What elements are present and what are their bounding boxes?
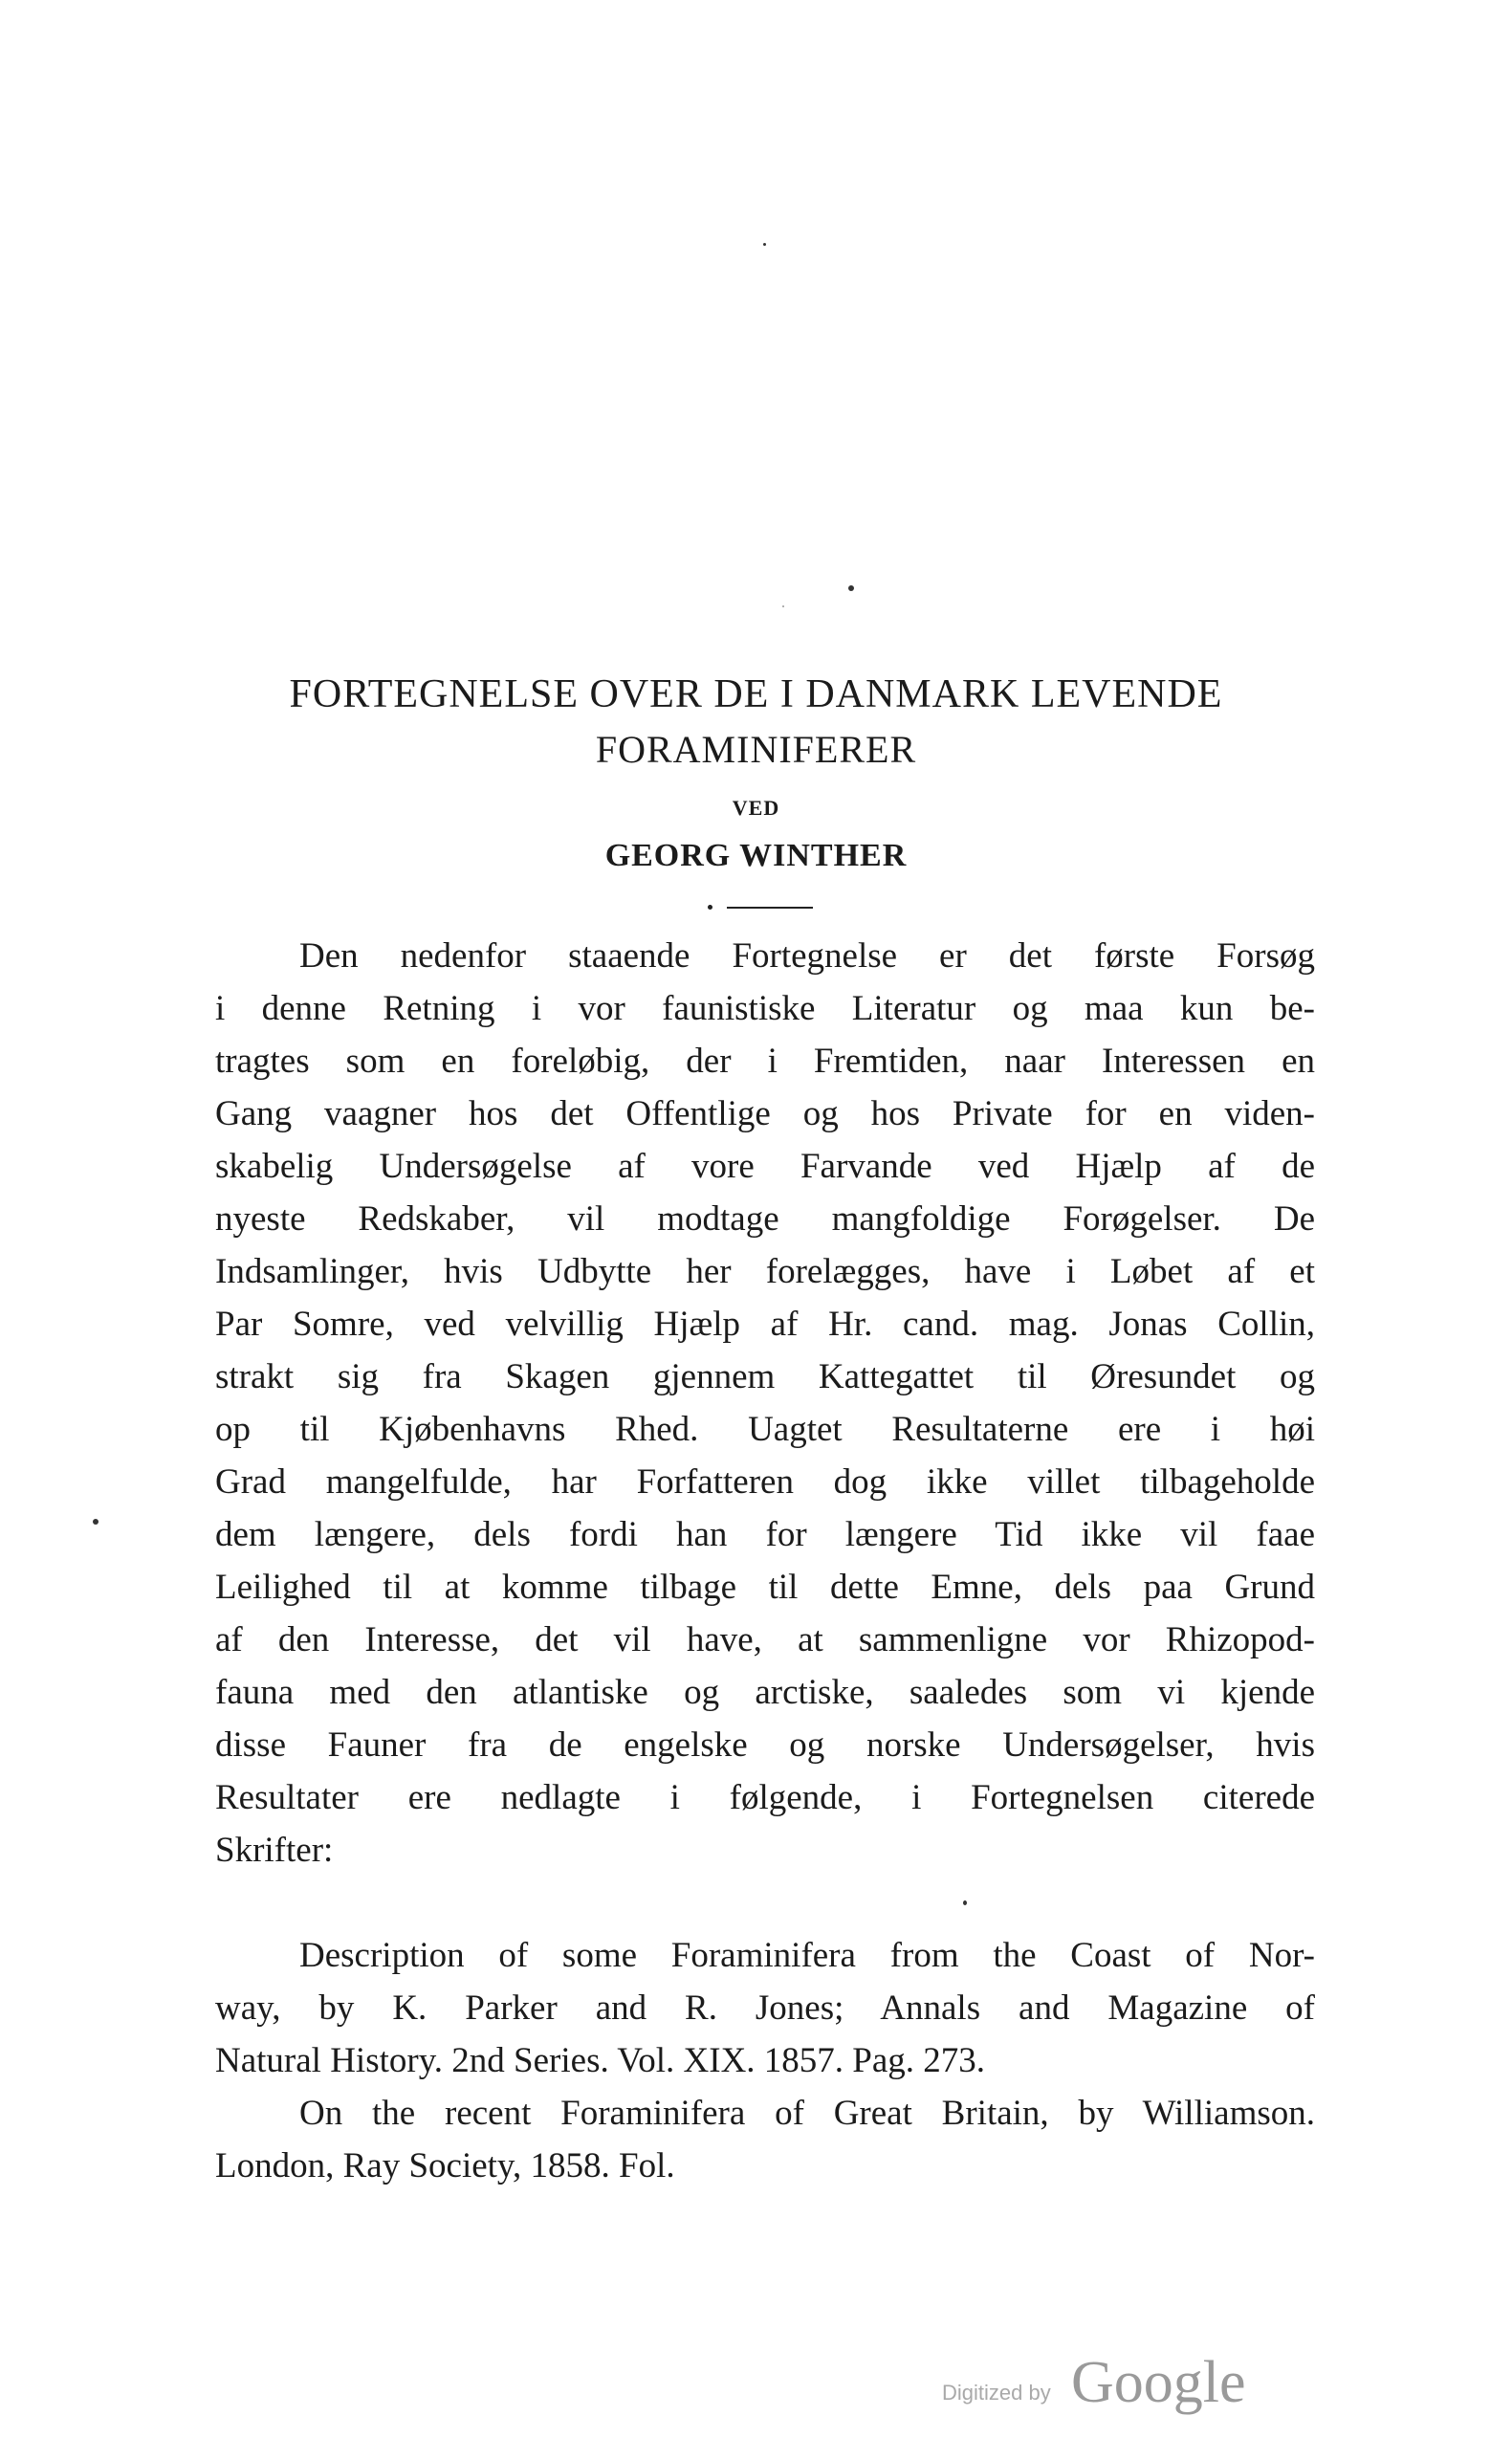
- paragraph-line: Indsamlinger, hvis Udbytte her forelægges, have i Løbet af et: [215, 1252, 1315, 1291]
- reference-line: London, Ray Society, 1858. Fol.: [215, 2146, 675, 2185]
- paragraph-line: Par Somre, ved velvillig Hjælp af Hr. cand. mag. Jonas Collin,: [215, 1305, 1315, 1344]
- rule-dot: [708, 905, 712, 910]
- paragraph-line: Resultater ere nedlagte i følgende, i Fortegnelsen citerede: [215, 1778, 1315, 1817]
- author-name: GEORG WINTHER: [604, 838, 908, 873]
- paragraph-line: Leilighed til at komme tilbage til dette Emne, dels paa Grund: [215, 1568, 1315, 1607]
- reference-line: On the recent Foraminifera of Great Britain, by Williamson.: [299, 2094, 1315, 2133]
- digitized-by-label: Digitized by: [942, 2381, 1051, 2405]
- scan-speck: [782, 605, 784, 607]
- paragraph-line: strakt sig fra Skagen gjennem Kattegattet til Øresundet og: [215, 1357, 1315, 1396]
- paragraph-line: Grad mangelfulde, har Forfatteren dog ikke villet tilbageholde: [215, 1462, 1315, 1502]
- paragraph-line: i denne Retning i vor faunistiske Literatur og maa kun be-: [215, 989, 1315, 1028]
- paragraph-line: fauna med den atlantiske og arctiske, saaledes som vi kjende: [215, 1673, 1315, 1712]
- paragraph-line: dem længere, dels fordi han for længere Tid ikke vil faae: [215, 1515, 1315, 1554]
- paragraph-line: nyeste Redskaber, vil modtage mangfoldige Forøgelser. De: [215, 1199, 1315, 1239]
- reference-line: Natural History. 2nd Series. Vol. XIX. 1857. Pag. 273.: [215, 2041, 986, 2080]
- paragraph-line: Gang vaagner hos det Offentlige og hos Private for en viden-: [215, 1094, 1315, 1133]
- title-rule: [727, 907, 813, 909]
- paragraph-line: Den nedenfor staaende Fortegnelse er det første Forsøg: [299, 936, 1315, 976]
- paragraph-line: af den Interesse, det vil have, at sammenligne vor Rhizopod-: [215, 1620, 1315, 1659]
- scan-speck: [963, 1900, 967, 1905]
- scan-speck: [848, 585, 854, 591]
- title-by: VED: [732, 796, 780, 820]
- paragraph-line: disse Fauner fra de engelske og norske Undersøgelser, hvis: [215, 1725, 1315, 1765]
- paragraph-line: Skrifter:: [215, 1831, 334, 1870]
- scan-speck: [763, 243, 766, 246]
- title-line-1: FORTEGNELSE OVER DE I DANMARK LEVENDE: [289, 672, 1223, 716]
- reference-line: Description of some Foraminifera from the Coast of Nor-: [299, 1936, 1315, 1975]
- paragraph-line: op til Kjøbenhavns Rhed. Uagtet Resultaterne ere i høi: [215, 1410, 1315, 1449]
- paragraph-line: skabelig Undersøgelse af vore Farvande ved Hjælp af de: [215, 1147, 1315, 1186]
- reference-line: way, by K. Parker and R. Jones; Annals and Magazine of: [215, 1988, 1315, 2028]
- google-logo: Google: [1071, 2350, 1246, 2415]
- paragraph-line: tragtes som en foreløbig, der i Fremtiden, naar Interessen en: [215, 1042, 1315, 1081]
- title-line-2: FORAMINIFERER: [595, 728, 917, 771]
- scan-speck: [93, 1519, 99, 1525]
